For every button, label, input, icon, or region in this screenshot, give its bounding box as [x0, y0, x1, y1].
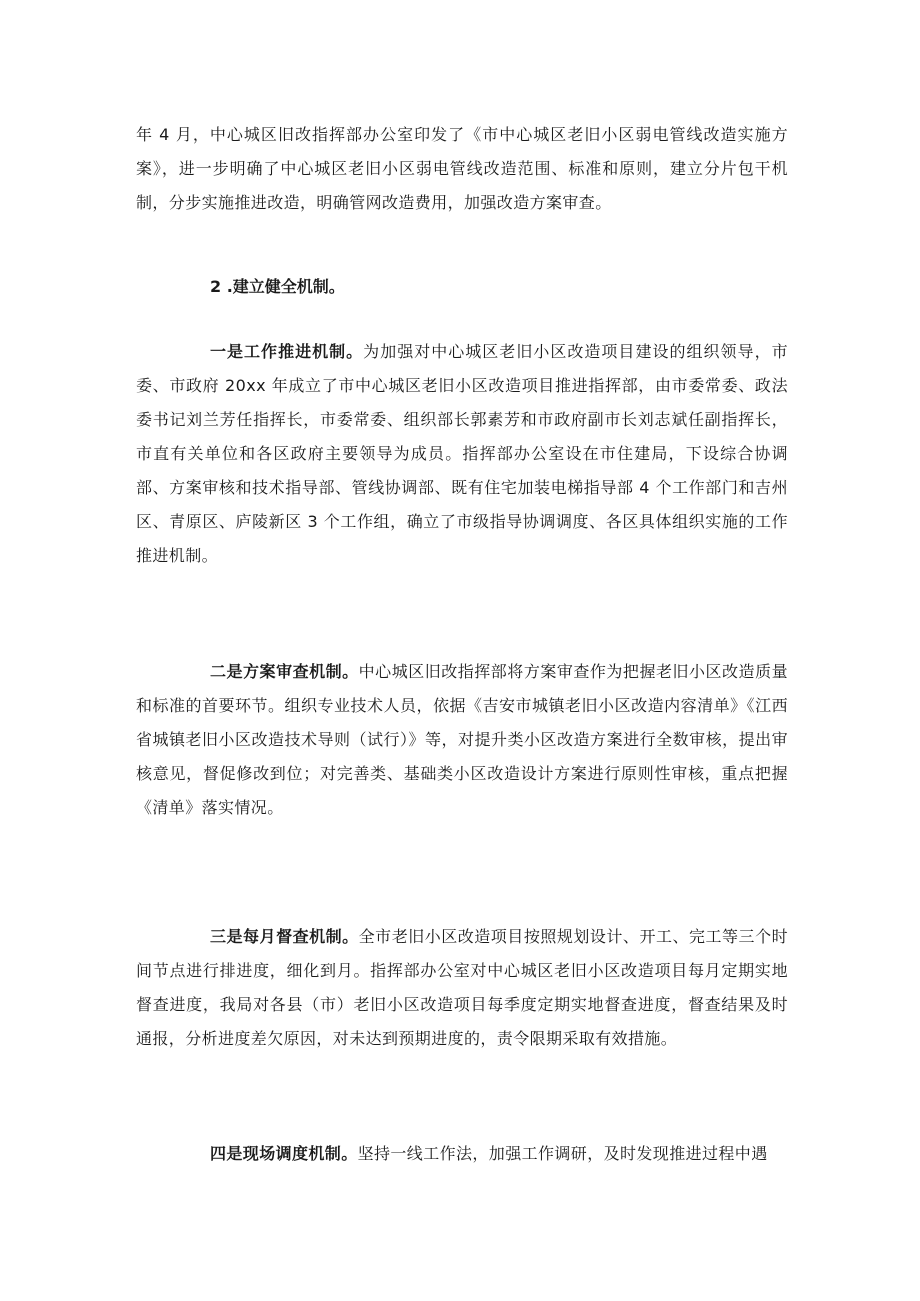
- section-heading: 2 .建立健全机制。: [210, 277, 345, 296]
- paragraph-text: 坚持一线工作法，加强工作调研，及时发现推进过程中遇: [357, 1144, 768, 1163]
- paragraph-lead: 二是方案审查机制。: [210, 662, 359, 681]
- paragraph-onsite-dispatch: [136, 1137, 788, 1171]
- paragraph-lead: 四是现场调度机制。: [210, 1144, 358, 1163]
- paragraph-text: 中心城区旧改指挥部将方案审查作为把握老旧小区改造质量和标准的首要环节。组织专业技术人员，依据《吉安市城镇老旧小区改造内容清单》《江西省城镇老旧小区改造技术导则（试行）》等，对提升类小区改造方案进行全数审核，提出审核意见，督促修改到位；对完善类、基础类小区改造设计方案进行原则性审核，重点把握《清单》落实情况。: [136, 662, 788, 817]
- paragraph-text: 为加强对中心城区老旧小区改造项目建设的组织领导，市委、市政府 20xx 年成立了市中心城区老旧小区改造项目推进指挥部，由市委常委、政法委书记刘兰芳任指挥长，市委常委、组织部长郭素芳和市政府副市长刘志斌任副指挥长，市直有关单位和各区政府主要领导为成员。指挥部办公室设在市住建局，下设综合协调部、方案审核和技术指导部、管线协调部、既有住宅加装电梯指导部 4 个工作部门和吉州区、青原区、庐陵新区 3 个工作组，确立了市级指导协调调度、各区具体组织实施的工作推进机制。: [136, 342, 788, 565]
- paragraph-monthly-inspection: [136, 920, 788, 1056]
- paragraph-text: 年 4 月，中心城区旧改指挥部办公室印发了《市中心城区老旧小区弱电管线改造实施方案》，进一步明确了中心城区老旧小区弱电管线改造范围、标准和原则，建立分片包干机制，分步实施推进改造，明确管网改造费用，加强改造方案审查。: [136, 125, 788, 212]
- paragraph-lead: 一是工作推进机制。: [210, 342, 364, 361]
- paragraph-plan-issued: [136, 118, 788, 220]
- paragraph-work-mechanism: [136, 335, 788, 573]
- paragraph-text: 全市老旧小区改造项目按照规划设计、开工、完工等三个时间节点进行排进度，细化到月。指挥部办公室对中心城区老旧小区改造项目每月定期实地督查进度，我局对各县（市）老旧小区改造项目每季度定期实地督查进度，督查结果及时通报，分析进度差欠原因，对未达到预期进度的，责令限期采取有效措施。: [136, 927, 788, 1048]
- paragraph-review-mechanism: [136, 655, 788, 825]
- paragraph-lead: 三是每月督查机制。: [210, 927, 359, 946]
